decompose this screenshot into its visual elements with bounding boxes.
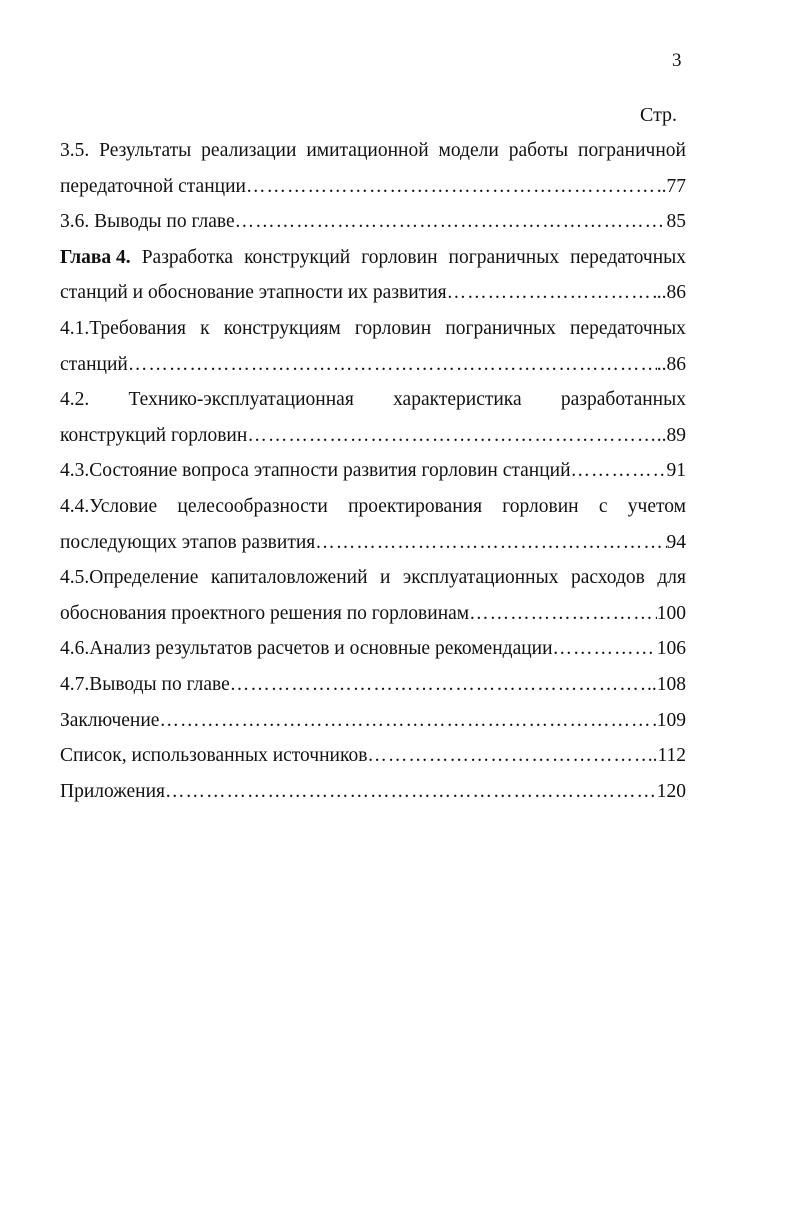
toc-page-ref: 106 <box>656 638 686 660</box>
toc-page-ref: ..86 <box>656 353 686 375</box>
toc-page-ref: 85 <box>666 211 686 233</box>
page-number: 3 <box>672 50 682 71</box>
dot-leader <box>315 525 666 561</box>
dot-leader <box>128 347 657 383</box>
toc-entry-4-4-line-2: последующих этапов развития …………………………………………………………………………………………………………………………………………………………………………………………… 94 <box>60 525 686 561</box>
toc-page-ref: ..77 <box>656 175 686 197</box>
toc-page-ref: 100 <box>656 602 686 624</box>
toc-entry-chapter-4-line-2: станций и обоснование этапности их развития …………………………………………………………………………………………………………………………………………………………………………………………… ..86 <box>60 275 686 311</box>
toc-page-ref: 120 <box>656 780 686 802</box>
toc-entry-3-5-line-1: 3.5. Результаты реализации имитационной модели работы пограничной <box>60 140 686 161</box>
toc-entry-chapter-4-line-1: Глава 4. Разработка конструкций горловин пограничных передаточных <box>60 240 686 276</box>
dot-leader <box>235 204 667 240</box>
toc-entry-4-5-line-1: 4.5.Определение капиталовложений и эксплуатационных расходов для <box>60 567 686 589</box>
toc-page-ref: ..112 <box>647 745 686 767</box>
toc-entry-4-2-line-2: конструкций горловин …………………………………………………………………………………………………………………………………………………………………………………………… ..89 <box>60 418 686 454</box>
toc-entry-4-1-line-2: станций …………………………………………………………………………………………………………………………………………………………………………………………… ..86 <box>60 347 686 383</box>
dot-leader <box>469 596 657 632</box>
dot-leader <box>246 169 657 205</box>
toc-page-ref: ..86 <box>656 282 686 304</box>
toc-entry-3-5-line-2: передаточной станции …………………………………………………………………………………………………………………………………………………………………………………………… ..77 <box>60 169 686 205</box>
toc-entry-4-1-line-1: 4.1.Требования к конструкциям горловин пограничных передаточных <box>60 317 686 339</box>
toc-page-ref: 91 <box>666 460 686 482</box>
toc-page-ref: ..89 <box>656 424 686 446</box>
toc-page-ref: ..108 <box>647 673 686 695</box>
dot-leader <box>247 418 656 454</box>
chapter-label: Глава 4. <box>60 246 131 268</box>
toc-entry-3-6: 3.6. Выводы по главе …………………………………………………………………………………………………………………………………………………………………………………………… 85 <box>60 204 686 240</box>
toc-entry-4-5-line-2: обоснования проектного решения по горловинам …………………………………………………………………………………………………………………………………………………………………………………………… 100 <box>60 596 686 632</box>
toc-entry-4-3: 4.3.Состояние вопроса этапности развития горловин станций …………………………………………………………………………………………………………………………………………………………………………………………… 91 <box>60 453 686 489</box>
dot-leader <box>165 774 657 810</box>
table-of-contents <box>60 133 686 809</box>
toc-entry-4-2-line-1: 4.2. Технико-эксплуатационная характеристика разработанных <box>60 389 686 411</box>
toc-entry-conclusion: Заключение …………………………………………………………………………………………………………………………………………………………………………………………… 109 <box>60 703 686 739</box>
dot-leader <box>159 703 656 739</box>
toc-entry-references: Список, использованных источников …………………………………………………………………………………………………………………………………………………………………………………………… ..112 <box>60 738 686 774</box>
dot-leader <box>571 453 667 489</box>
toc-page-column-header: Стр. <box>640 104 678 126</box>
toc-entry-4-7: 4.7.Выводы по главе …………………………………………………………………………………………………………………………………………………………………………………………… ..108 <box>60 667 686 703</box>
toc-page-ref: 109 <box>656 709 686 731</box>
dot-leader <box>230 667 647 703</box>
toc-entry-4-6: 4.6.Анализ результатов расчетов и основные рекомендации …………………………………………………………………………………………………………………………………………………………………………………………… 106 <box>60 631 686 667</box>
toc-entry-appendices: Приложения …………………………………………………………………………………………………………………………………………………………………………………………… 120 <box>60 774 686 810</box>
dot-leader <box>367 738 647 774</box>
toc-entry-4-4-line-1: 4.4.Условие целесообразности проектирования горловин с учетом <box>60 495 686 517</box>
dot-leader <box>447 275 657 311</box>
toc-page-ref: 94 <box>666 531 686 553</box>
dot-leader <box>553 631 657 667</box>
